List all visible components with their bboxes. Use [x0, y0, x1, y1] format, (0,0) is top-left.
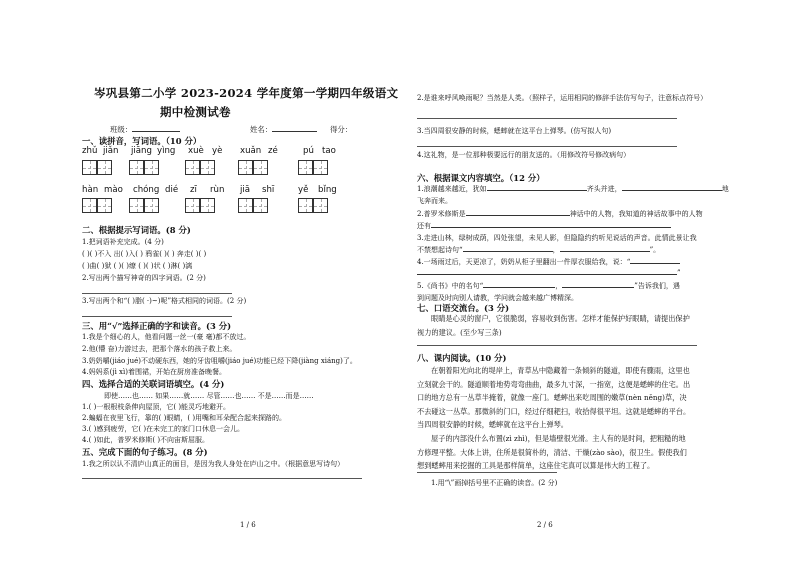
- pinyin: yè: [212, 146, 223, 156]
- answer-line[interactable]: [417, 146, 677, 147]
- question-6-3-cont[interactable]: 不禁想起诗句“ ， ”。: [417, 246, 661, 254]
- score-field[interactable]: 得分：: [330, 125, 353, 134]
- section-8-heading: 八、课内阅读。(10 分): [417, 353, 507, 363]
- pinyin: hàn: [82, 185, 99, 195]
- question-3-1[interactable]: 1.我是个细心的人，他看问题一丝一(豪 毫)都不放过。: [82, 333, 251, 341]
- question-5-2: 2.是谁来呼风唤雨呢？当然是人类。（照样子，运用相同的修辞手法仿写句子，注意标点符号）: [417, 94, 708, 102]
- question-5-4: 4.这礼物，是一位那种极要远行的朋友送的。（用修改符号修改病句）: [417, 151, 631, 159]
- question-6-1[interactable]: 1.浪潮越来越近，犹如 齐头并进， 地: [417, 185, 729, 193]
- name-field[interactable]: 姓名：: [250, 124, 317, 135]
- pinyin: tao: [322, 146, 336, 156]
- question-6-2-cont[interactable]: 还有: [417, 221, 671, 231]
- pinyin: xuè: [188, 146, 204, 156]
- section-6-heading: 六、根据课文内容填空。（12 分）: [417, 173, 545, 183]
- question-2-1: 1.把词语补充完成。(4 分): [82, 238, 164, 246]
- pinyin: pú: [303, 146, 314, 156]
- conjunction-options: 即使……也…… 如果……就…… 尽管……也…… 不是……而是……: [104, 392, 314, 400]
- question-4-2[interactable]: 2.蝙蝠在夜里飞行，靠的( )眼睛，( )用嘴和耳朵配合起来探路的。: [82, 414, 287, 422]
- pinyin: rùn: [210, 185, 225, 195]
- question-4-1[interactable]: 1.( )一根根枝条伸向屋顶，它( )能灵巧地避开。: [82, 403, 231, 411]
- exam-subtitle: 期中检测试卷: [160, 105, 231, 119]
- question-3-2[interactable]: 2.他(懵 奋)力游过去，把那个落水的孩子救上来。: [82, 345, 237, 353]
- question-8-1: 1.用“\”画掉括号里不正确的读音。(2 分): [431, 479, 558, 487]
- answer-line[interactable]: [417, 118, 677, 119]
- section-1-heading: 一、读拼音，写词语。（10 分）: [82, 136, 202, 146]
- answer-line[interactable]: [82, 316, 232, 317]
- question-2-2: 2.写出两个描写神奇的四字词语。(2 分): [82, 274, 206, 282]
- question-4-3[interactable]: 3.( )感到疲劳，它( )在未完工的家门口休息一会儿。: [82, 425, 245, 433]
- section-3-heading: 三、用“√”选择正确的字和读音。(3 分): [82, 321, 232, 331]
- class-field[interactable]: 班级：: [110, 124, 180, 135]
- exam-title: 岑巩县第二小学 2023-2024 学年度第一学期四年级语文: [94, 86, 399, 100]
- question-6-3: 3.走进山林，绿树成荫，四处张望，未见人影，但隐隐约约听见说话的声音。此情此景让我: [417, 234, 697, 242]
- question-6-1-cont: 飞奔而来。: [417, 197, 452, 205]
- question-6-4[interactable]: 4.一场雨过后，天更凉了，奶奶从柜子里翻出一件厚衣服给我，说：“: [417, 257, 680, 267]
- page-number: 2 / 6: [537, 521, 553, 529]
- pinyin: yě: [298, 185, 309, 195]
- question-6-2[interactable]: 2.普罗米修斯是 神话中的人物，我知道的神话故事中的人物: [417, 210, 703, 218]
- pinyin: shī: [262, 185, 275, 195]
- question-2-1-row-2[interactable]: ( )曲( )狱 ( )( )缭 ( )( )状 ( )淋( )漓: [82, 262, 193, 270]
- question-5-1: 1.我之所以认不清庐山真正的面目，是因为我人身处在庐山之中。（根据意思写诗句）: [82, 460, 345, 468]
- section-5-heading: 五、完成下面的句子练习。(8 分): [82, 447, 208, 457]
- pinyin: xuǎn: [240, 146, 262, 156]
- pinyin: zé: [268, 146, 278, 156]
- reading-paragraph-2: 屋子的内部没什么布置(zì zhì)，但是墙壁很光滑。主人有的是时间，把粗糙的地方修理平整。大体上讲，住所是很简朴的，清洁、干燥(zào sào)，很卫生。假使我们想到蟋蟀用来挖掘的工具是那样简单，这座住宅真可以算是伟大的工程了。: [417, 434, 687, 471]
- question-2-1-row-1[interactable]: ( )( )不入 出( )入( ) 鸦雀( )( ) 奔走( )( ): [82, 250, 207, 258]
- question-5-3: 3.当四周很安静的时候，蟋蟀就在这平台上弹琴。(仿写拟人句): [417, 127, 612, 135]
- pinyin: jiǎn: [103, 146, 119, 156]
- pinyin: dié: [165, 185, 179, 195]
- pinyin: zī: [190, 185, 197, 195]
- pinyin: bǐng: [318, 185, 337, 195]
- question-3-4[interactable]: 4.妈妈系(jì xì)着围裙，开始在厨房准备晚餐。: [82, 368, 226, 376]
- question-3-3[interactable]: 3.奶奶嚼(jiáo jué)不动硬东西，她的牙齿咀嚼(jiáo jué)功能已经下降(jiàng xiáng)了。: [82, 357, 357, 365]
- section-4-heading: 四、选择合适的关联词语填空。(4 分): [82, 379, 225, 389]
- question-4-4[interactable]: 4.( )如此，普罗米修斯( )不向宙斯屈服。: [82, 436, 210, 444]
- answer-line[interactable]: [417, 345, 697, 346]
- pinyin: jiā: [240, 185, 251, 195]
- paragraph-underline: [417, 472, 557, 473]
- section-2-heading: 二、根据提示写词语。(8 分): [82, 225, 191, 235]
- answer-line[interactable]: [82, 293, 232, 294]
- section-7-heading: 七、口语交流台。(3 分): [417, 303, 510, 313]
- question-2-3: 3.写出两个和“( )脂( ·)~)呢”格式相同的词语。(2 分): [82, 297, 247, 305]
- section-7-prompt: 眼睛是心灵的窗户，它很脆弱，容易收到伤害。怎样才能保护好眼睛，请提出保护视力的建议。(至少写三条): [417, 314, 690, 337]
- question-6-5[interactable]: 5.《尚书》中的名句“ ， ”告诉我们，遇: [417, 282, 680, 290]
- question-6-5-cont: 到问题及时向别人请教，学问就会越来越广博精深。: [417, 294, 578, 302]
- pinyin: mào: [104, 185, 123, 195]
- pinyin: yìng: [157, 146, 176, 156]
- answer-line[interactable]: [82, 478, 362, 479]
- question-6-4-cont[interactable]: ”: [417, 269, 681, 277]
- pinyin: jiāng: [131, 146, 152, 156]
- pinyin: zhǔ: [82, 146, 98, 156]
- page-number: 1 / 6: [240, 521, 256, 529]
- reading-paragraph-1: 在朝着阳光向北的堤岸上，青草丛中隐藏着一条倾斜的隧道，即使有骤雨，这里也立刻就会干的。隧道顺着地势弯弯曲曲，最多九寸深，一指宽，这便是蟋蟀的住宅。出口的地方总有一丛草半掩着，就像一座门。蟋蟀出来吃周围的嫩草(nèn něng)草，决不去碰这一丛草。那微斜的门口，经过仔细耙扫，收拾得很平坦。这就是蟋蟀的平台。当四周很安静的时候，蟋蟀就在这平台上弹琴。: [417, 366, 691, 430]
- exam-page-right: [397, 0, 794, 561]
- pinyin: chóng: [133, 185, 160, 195]
